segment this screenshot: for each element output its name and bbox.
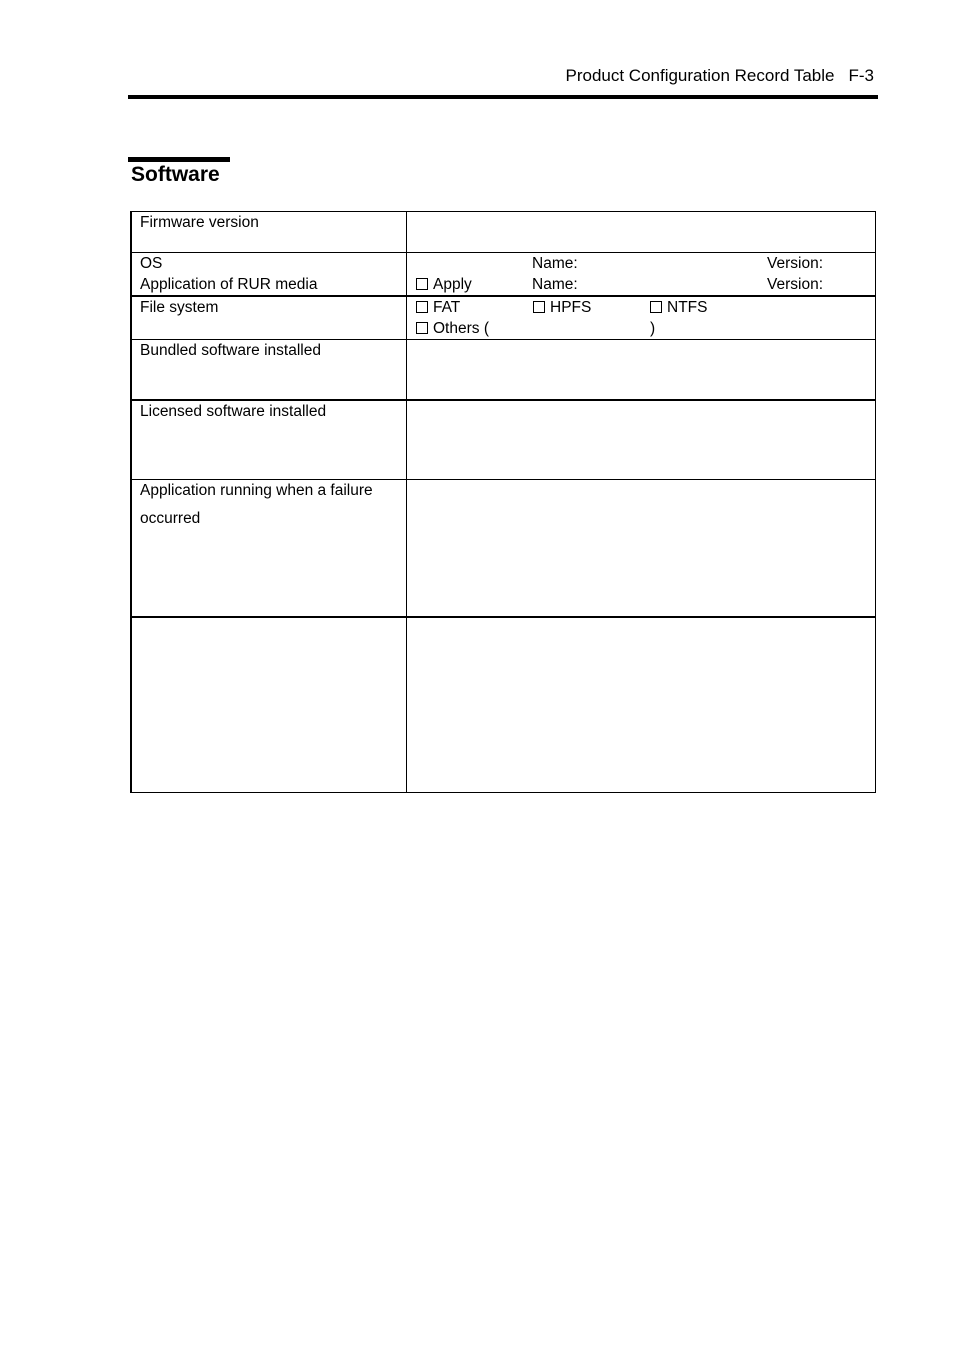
checkbox-icon[interactable]: [416, 301, 428, 313]
section-title: Software: [131, 163, 220, 186]
apply-checkbox-option[interactable]: [416, 274, 472, 295]
rur-name-label: Name:: [532, 276, 578, 293]
table-border-right: [875, 211, 876, 793]
os-version-label: Version:: [767, 255, 824, 272]
header-rule: [128, 95, 878, 99]
rur-media-label: Application of RUR media: [140, 276, 318, 293]
hpfs-checkbox-option[interactable]: [533, 297, 591, 318]
checkbox-icon[interactable]: [416, 322, 428, 334]
failure-application-label: Application running when a failure occurred: [140, 482, 373, 527]
table-border-bottom: [130, 792, 876, 793]
section-bar: [128, 157, 230, 162]
header-title: Product Configuration Record Table: [565, 66, 835, 85]
checkbox-icon[interactable]: [416, 278, 428, 290]
page-number: F-3: [848, 66, 874, 85]
others-close-paren: ): [650, 320, 656, 337]
row-divider: [130, 295, 876, 297]
os-label: OS: [140, 255, 163, 272]
others-label: Others (: [433, 320, 489, 337]
page-header: [565, 66, 874, 86]
os-name-label: Name:: [532, 255, 578, 272]
column-divider: [406, 211, 407, 793]
checkbox-icon[interactable]: [533, 301, 545, 313]
fat-checkbox-option[interactable]: [416, 297, 460, 318]
row-divider: [130, 616, 876, 618]
licensed-software-label: Licensed software installed: [140, 403, 327, 420]
rur-version-label: Version:: [767, 276, 824, 293]
ntfs-label: NTFS: [667, 299, 708, 316]
row-divider: [130, 252, 876, 253]
hpfs-label: HPFS: [550, 299, 592, 316]
file-system-label: File system: [140, 299, 219, 316]
others-checkbox-option[interactable]: [416, 318, 489, 339]
bundled-software-label: Bundled software installed: [140, 342, 321, 359]
firmware-version-label: Firmware version: [140, 214, 259, 231]
checkbox-icon[interactable]: [650, 301, 662, 313]
fat-label: FAT: [433, 299, 461, 316]
apply-label: Apply: [433, 276, 472, 293]
table-border-left: [130, 211, 132, 793]
ntfs-checkbox-option[interactable]: [650, 297, 707, 318]
